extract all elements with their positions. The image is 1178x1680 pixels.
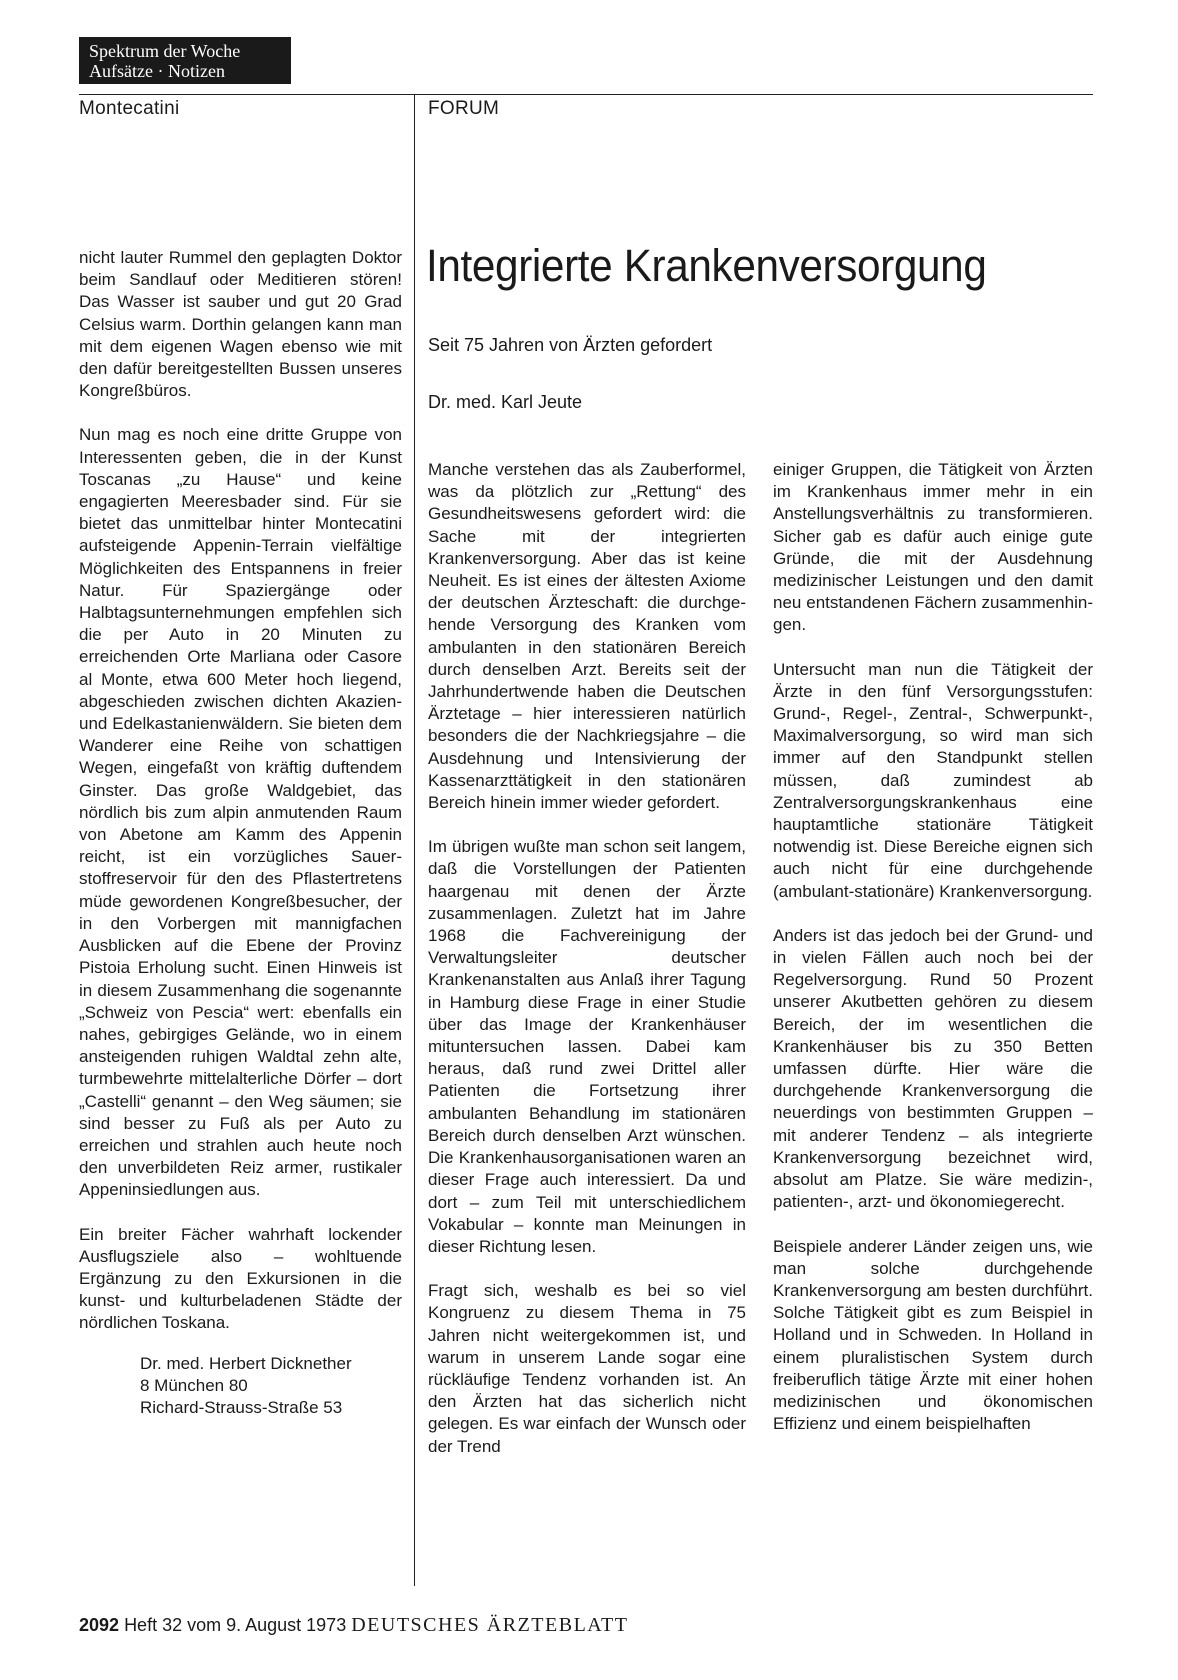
masthead-badge: [79, 37, 291, 84]
page-number: 2092: [79, 1615, 120, 1635]
header-rule: [79, 94, 1093, 95]
article-paragraph: Beispiele anderer Länder zeigen uns, wie man solche durchgehende Krankenversorgung am besten durchführt. Solche Tätigkeit gibt es zum Beispiel in Holland und in Schweden. In Holland in einem pluralistischen System durch freiberuflich tätige Ärzte mit einer hohen medizinischen und ökonomischen Effizienz und einem beispielhaften: [773, 1236, 1093, 1434]
article-author: Dr. med. Karl Jeute: [428, 392, 583, 412]
page-footer: [79, 1614, 628, 1637]
article-subtitle: Seit 75 Jahren von Ärzten gefordert: [428, 335, 713, 355]
article-paragraph: Manche verstehen das als Zauberformel, was da plötzlich zur „Rettung“ des Gesundheitswesens gefordert wird: die Sache mit der integrierten Krankenversorgung. Aber das ist keine Neuheit. Es ist eines der ältesten Axiome der deutschen Ärzteschaft: die durchgehende Versorgung des Kranken vom ambulanten in den stationären Bereich durch denselben Arzt. Bereits seit der Jahrhundertwende haben die Deutschen Ärztetage – hier interessieren natürlich besonders die der Nachkriegsjahre – die Ausdehnung und Intensivierung der Kassenarzttätigkeit in den stationären Bereich hinein immer wieder gefordert.: [428, 460, 746, 813]
article-paragraph: Untersucht man nun die Tätigkeit der Ärzte in den fünf Versorgungsstufen: Grund-, Regel-, Zentral-, Schwerpunkt-, Maximalversorgung, so wird man sich immer auf den Standpunkt stellen müssen, daß zumindest ab Zentralversorgungskrankenhaus eine hauptamtliche stationäre Tätigkeit notwendig ist. Diese Bereiche eignen sich auch nicht für eine durchgehende (ambulant-stationäre) Krankenversorgung.: [773, 659, 1093, 901]
article-column-a: [428, 459, 746, 1480]
article-column-b: [773, 459, 1093, 1457]
issue-info: Heft 32 vom 9. August 1973: [124, 1615, 347, 1635]
article-paragraph: Fragt sich, weshalb es bei so viel Kongruenz zu diesem Thema in 75 Jahren nicht weitergekommen ist, und warum in unserem Lande sogar eine rückläufige Tendenz vorhanden ist. An den Ärzten hat das sicherlich nicht gelegen. Es war einfach der Wunsch oder der Trend: [428, 1281, 746, 1456]
left-paragraph: Nun mag es noch eine dritte Gruppe von Interessenten geben, die in der Kunst Toscanas „zu Hause“ und keine engagierten Meeresbader sind. Für sie bietet das unmittelbar hinter Montecatini aufsteigende Appenin-Terrain vielfältige Möglichkeiten des Entspannens in freier Natur. Für Spaziergänge oder Halbtagsunternehmungen empfehlen sich die per Auto in 20 Minuten zu erreichenden Orte Marliana oder Casore al Monte, etwa 600 Meter hoch liegend, abgeschieden zwischen dichten Akazien- und Edelkastanienwäldern. Sie bieten dem Wanderer eine Reihe von schattigen Wegen, eingefaßt von kräftig duftendem Ginster. Das große Waldgebiet, das nördlich bis zum alpin anmutenden Raum von Abetone am Kamm des Appenin reicht, ist ein vorzügliches Sauerstoffreservoir für den des Pflastertretens müde gewordenen Kongreßbesucher, der in den Vorbergen mit mannigfachen Ausblicken auf die Ebene der Provinz Pistoia Erholung sucht. Einen Hinweis ist in diesem Zusammenhang die sogenannte „Schweiz von Pescia“ wert: ebenfalls ein nahes, gebirgiges Gelände, wo in einem ansteigenden ruhigen Waldtal zehn alte, turmbewehrte mittelalterliche Dörfer – dort „Castelli“ genannt – den Weg säumen; sie sind besser zu Fuß als per Auto zu erreichen und strahlen auch heute noch den unverbildeten Reiz armer, rustikaler Appeninsiedlungen aus.: [79, 425, 402, 1200]
signature-block: [140, 1353, 402, 1420]
right-section-heading: FORUM: [428, 98, 500, 119]
left-column: [79, 247, 402, 1419]
article-paragraph: Anders ist das jedoch bei der Grund- und in vielen Fällen auch noch bei der Regelversorgung. Rund 50 Prozent unserer Akutbetten gehören zu diesem Bereich, der im wesentlichen die Krankenhäuser bis zu 350 Betten umfassen dürfte. Hier wäre die durchgehende Krankenversorgung die neuerdings von bestimmten Gruppen – mit anderer Tendenz – als integrierte Krankenversorgung bezeichnet wird, absolut am Platze. Sie wäre medizin-, patienten-, arzt- und ökonomiegerecht.: [773, 925, 1093, 1212]
left-paragraph: Ein breiter Fächer wahrhaft lockender Ausflugsziele also – wohltuende Ergänzung zu den Exkursionen in die kunst- und kulturbeladenen Städte der nördlichen Toskana.: [79, 1224, 402, 1333]
column-divider: [414, 94, 415, 1586]
left-paragraph: nicht lauter Rummel den geplagten Doktor beim Sandlauf oder Meditieren stören! Das Wasser ist sauber und gut 20 Grad Celsius warm. Dorthin gelangen kann man mit dem eigenen Wagen ebenso wie mit den dafür bereitgestellten Bussen unseres Kongreßbüros.: [79, 248, 402, 401]
publication-name: DEUTSCHES ÄRZTEBLATT: [351, 1614, 629, 1636]
masthead-line-1: Spektrum der Woche: [89, 41, 241, 61]
article-paragraph: Im übrigen wußte man schon seit langem, daß die Vorstellungen der Patienten haargenau mit denen der Ärzte zusammenlagen. Zuletzt hat im Jahre 1968 die Fachvereinigung der Verwaltungsleiter deutscher Krankenanstalten aus Anlaß ihrer Tagung in Hamburg diese Frage in einer Studie über das Image der Krankenhäuser mituntersuchen lassen. Dabei kam heraus, daß rund zwei Drittel aller Patienten die Fortsetzung ihrer ambulanten Behandlung im stationären Bereich durch denselben Arzt wünschen. Die Krankenhausorganisationen waren an dieser Frage auch interessiert. Da und dort – zum Teil mit unterschiedlichem Vokabular – konnte man Meinungen in dieser Richtung lesen.: [428, 837, 746, 1256]
article-paragraph: einiger Gruppen, die Tätigkeit von Ärzten im Krankenhaus immer mehr in ein Anstellungsverhältnis zu transformieren. Sicher gab es dafür auch einige gute Gründe, die mit der Ausdehnung medizinischer Leistungen und den damit neu entstandenen Fächern zusammenhingen.: [773, 460, 1093, 635]
signature-city: 8 München 80: [140, 1375, 248, 1395]
signature-name: Dr. med. Herbert Dicknether: [140, 1353, 352, 1373]
masthead-line-2: Aufsätze · Notizen: [89, 61, 225, 81]
article-title: Integrierte Krankenversorgung: [426, 240, 987, 291]
signature-street: Richard-Strauss-Straße 53: [140, 1397, 343, 1417]
left-section-heading: Montecatini: [79, 98, 180, 119]
